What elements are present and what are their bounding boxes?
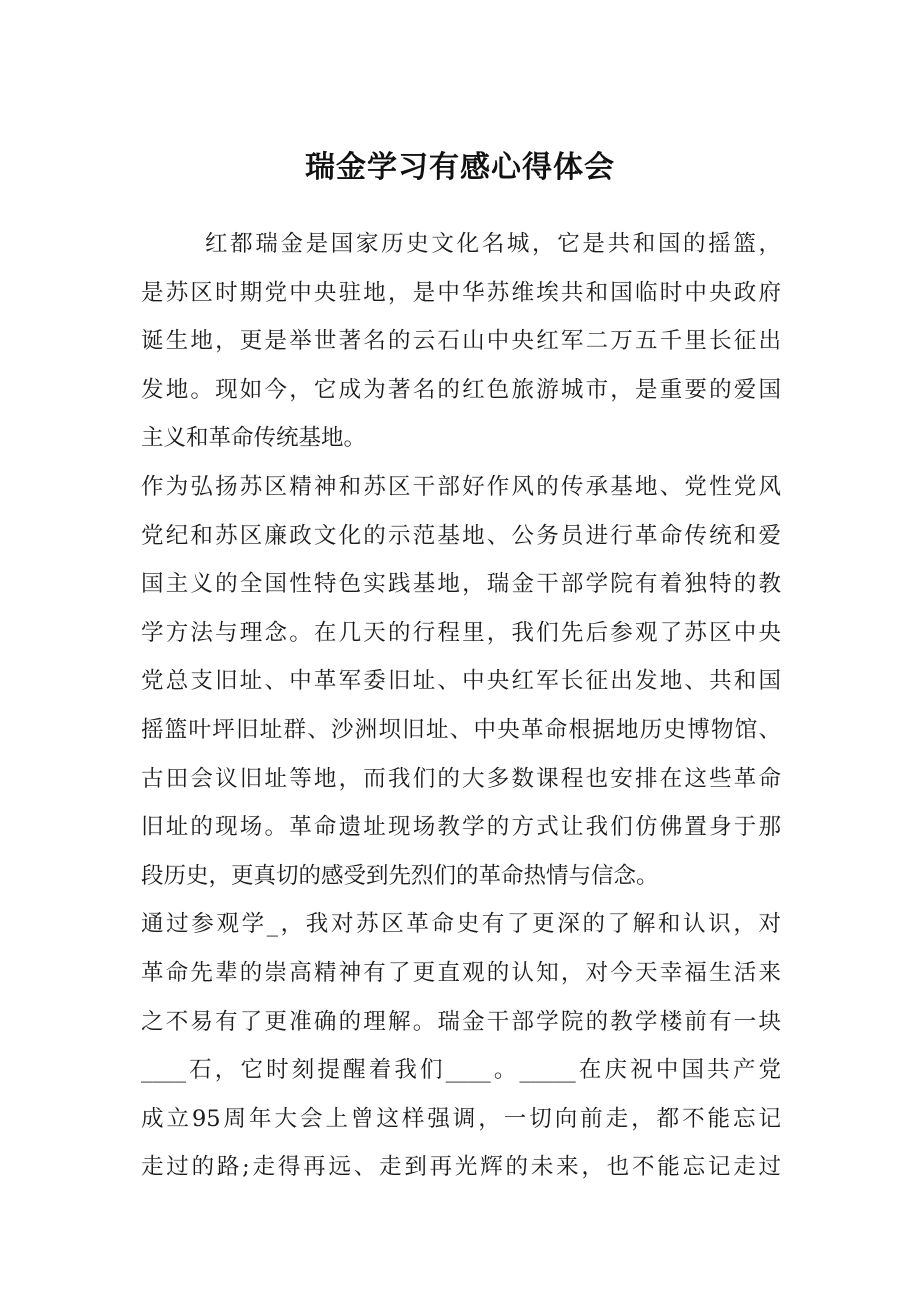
text-line: 走过的路;走得再远、走到再光辉的未来，也不能忘记走过 bbox=[141, 1154, 781, 1181]
text-line: 古田会议旧址等地，而我们的大多数课程也安排在这些革命 bbox=[141, 765, 781, 792]
text-line: 国主义的全国性特色实践基地，瑞金干部学院有着独特的教 bbox=[141, 571, 781, 598]
text-line: 学方法与理念。在几天的行程里，我们先后参观了苏区中央 bbox=[141, 619, 781, 646]
text-line: 是苏区时期党中央驻地，是中华苏维埃共和国临时中央政府 bbox=[141, 279, 781, 306]
text-line: 摇篮叶坪旧址群、沙洲坝旧址、中央革命根据地历史博物馆、 bbox=[141, 716, 781, 743]
text-line: 主义和革命传统基地。 bbox=[141, 425, 367, 452]
text-line: 段历史，更真切的感受到先烈们的革命热情与信念。 bbox=[141, 862, 659, 889]
text-line: 发地。现如今，它成为著名的红色旅游城市，是重要的爱国 bbox=[141, 376, 781, 403]
text-line: 之不易有了更准确的理解。瑞金干部学院的教学楼前有一块 bbox=[141, 1008, 781, 1035]
text-line: 党总支旧址、中革军委旧址、中央红军长征出发地、共和国 bbox=[141, 668, 781, 695]
text-line: 红都瑞金是国家历史文化名城，它是共和国的摇篮， bbox=[205, 231, 781, 257]
text-line: 革命先辈的崇高精神有了更直观的认知，对今天幸福生活来 bbox=[141, 959, 781, 986]
text-line: 成立95周年大会上曾这样强调，一切向前走，都不能忘记 bbox=[141, 1105, 781, 1132]
text-line: 党纪和苏区廉政文化的示范基地、公务员进行革命传统和爱 bbox=[141, 522, 781, 549]
text-line: 通过参观学_，我对苏区革命史有了更深的了解和认识，对 bbox=[141, 911, 781, 938]
document-body bbox=[141, 220, 781, 1192]
text-line: 旧址的现场。革命遗址现场教学的方式让我们仿佛置身于那 bbox=[141, 814, 781, 841]
text-line: 作为弘扬苏区精神和苏区干部好作风的传承基地、党性党风 bbox=[141, 473, 781, 500]
text-line: ____石，它时刻提醒着我们____。_____在庆祝中国共产党 bbox=[141, 1057, 781, 1084]
document-title: 瑞金学习有感心得体会 bbox=[305, 150, 615, 185]
text-line: 诞生地，更是举世著名的云石山中央红军二万五千里长征出 bbox=[141, 328, 781, 355]
